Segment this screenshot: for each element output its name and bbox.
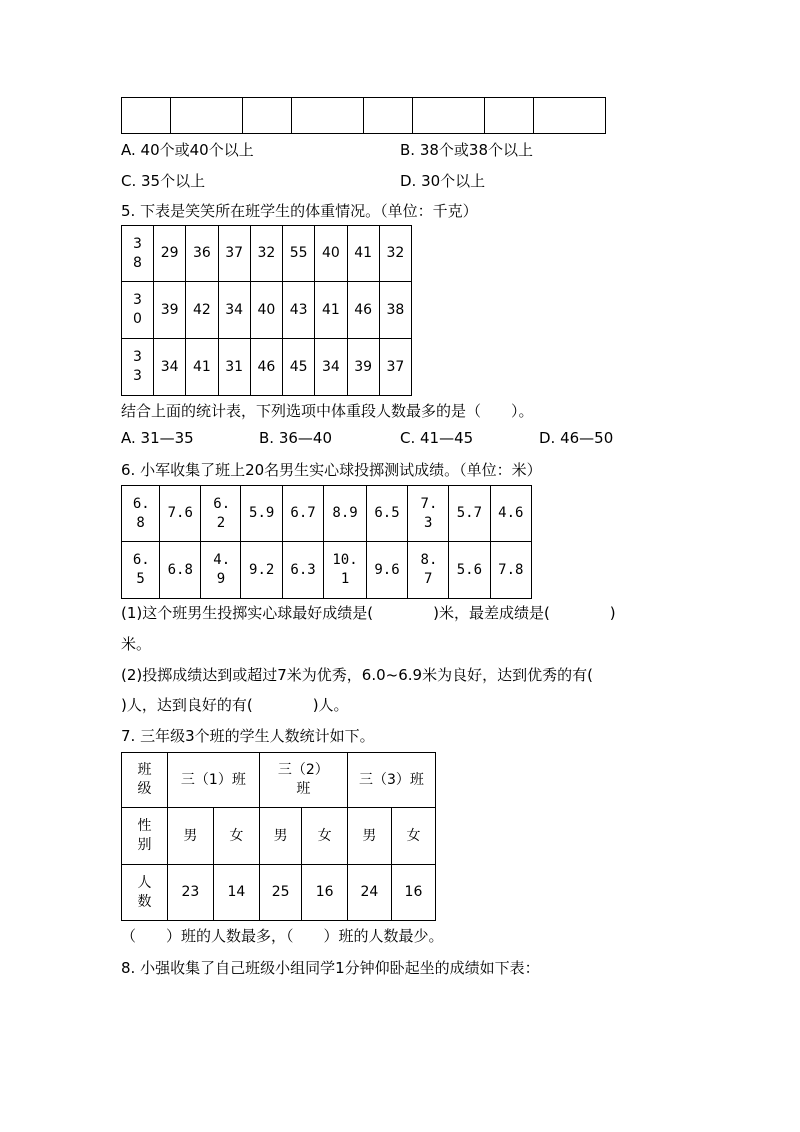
- table-row: [122, 282, 412, 339]
- table-cell: [242, 98, 291, 134]
- table-cell: 女: [391, 808, 435, 865]
- table-row: [122, 486, 532, 542]
- table-cell: 34: [315, 339, 347, 396]
- table-cell: 36: [186, 226, 218, 282]
- table-cell: 37: [218, 226, 250, 282]
- table-row: [122, 865, 436, 921]
- table-cell: 男: [167, 808, 213, 865]
- table-cell: 6.5: [122, 542, 160, 599]
- q4-table: [121, 97, 606, 134]
- table-cell: 42: [186, 282, 218, 339]
- q5-weight-table: [121, 225, 412, 396]
- table-cell: 29: [154, 226, 186, 282]
- table-cell: 16: [302, 865, 347, 921]
- q4-option-a[interactable]: A. 40个或40个以上: [121, 141, 254, 159]
- table-cell: 45: [283, 339, 315, 396]
- table-cell: 37: [379, 339, 411, 396]
- q5-option-a[interactable]: A. 31—35: [121, 429, 194, 447]
- table-row: [122, 808, 436, 865]
- q6-sub2-line2: )人，达到良好的有( )人。: [121, 696, 349, 714]
- table-cell: 23: [167, 865, 213, 921]
- table-cell: 34: [218, 282, 250, 339]
- table-cell: 7.8: [490, 542, 531, 599]
- table-cell: 8.7: [408, 542, 449, 599]
- table-cell: 16: [391, 865, 435, 921]
- table-header-cell: 三（3）班: [347, 753, 435, 808]
- table-row: [122, 226, 412, 282]
- q6-sub2-line1: (2)投掷成绩达到或超过7米为优秀，6.0~6.9米为良好，达到优秀的有(: [121, 666, 593, 684]
- table-cell: 46: [250, 339, 282, 396]
- q7-class-table: [121, 752, 436, 921]
- table-cell: 14: [213, 865, 259, 921]
- table-row: [122, 753, 436, 808]
- q4-option-b[interactable]: B. 38个或38个以上: [400, 141, 534, 159]
- table-cell: 5.6: [449, 542, 490, 599]
- q7-title: 7. 三年级3个班的学生人数统计如下。: [121, 727, 375, 745]
- table-cell: 41: [347, 226, 379, 282]
- table-header-cell: 班级: [122, 753, 168, 808]
- q7-question: （ ）班的人数最多，（ ）班的人数最少。: [121, 927, 444, 945]
- table-cell: 31: [218, 339, 250, 396]
- table-cell: 41: [315, 282, 347, 339]
- q4-option-c[interactable]: C. 35个以上: [121, 172, 206, 190]
- table-cell: [412, 98, 484, 134]
- q6-throw-table: [121, 485, 532, 599]
- q6-title: 6. 小军收集了班上20名男生实心球投掷测试成绩。（单位：米）: [121, 461, 542, 479]
- table-cell: [122, 98, 171, 134]
- table-cell: 人数: [122, 865, 168, 921]
- table-cell: [363, 98, 412, 134]
- table-cell: 6.7: [282, 486, 323, 542]
- table-cell: 55: [283, 226, 315, 282]
- table-cell: 39: [154, 282, 186, 339]
- table-cell: 38: [122, 226, 154, 282]
- table-cell: 34: [154, 339, 186, 396]
- q5-question: 结合上面的统计表，下列选项中体重段人数最多的是（ ）。: [121, 402, 534, 420]
- table-cell: 6.3: [282, 542, 323, 599]
- table-cell: 6.5: [366, 486, 407, 542]
- table-cell: 6.2: [201, 486, 241, 542]
- table-cell: 7.3: [408, 486, 449, 542]
- table-cell: 10.1: [324, 542, 367, 599]
- table-row: [122, 339, 412, 396]
- table-cell: 33: [122, 339, 154, 396]
- table-row: [122, 542, 532, 599]
- table-cell: 43: [283, 282, 315, 339]
- table-cell: 6.8: [160, 542, 201, 599]
- table-cell: 32: [379, 226, 411, 282]
- q5-option-d[interactable]: D. 46—50: [539, 429, 614, 447]
- table-cell: 性别: [122, 808, 168, 865]
- table-cell: 30: [122, 282, 154, 339]
- table-cell: 女: [302, 808, 347, 865]
- table-cell: 8.9: [324, 486, 367, 542]
- q6-sub1-line2: 米。: [121, 635, 152, 653]
- table-cell: 4.9: [201, 542, 241, 599]
- table-cell: 39: [347, 339, 379, 396]
- table-cell: [484, 98, 533, 134]
- table-cell: 4.6: [490, 486, 531, 542]
- q5-title: 5. 下表是笑笑所在班学生的体重情况。（单位：千克）: [121, 202, 478, 220]
- table-cell: 46: [347, 282, 379, 339]
- table-row: [122, 98, 606, 134]
- table-cell: [533, 98, 605, 134]
- table-cell: 40: [250, 282, 282, 339]
- table-cell: [170, 98, 242, 134]
- table-cell: 女: [213, 808, 259, 865]
- table-cell: 40: [315, 226, 347, 282]
- table-header-cell: 三（1）班: [167, 753, 259, 808]
- q8-title: 8. 小强收集了自己班级小组同学1分钟仰卧起坐的成绩如下表：: [121, 959, 540, 977]
- table-cell: 9.6: [366, 542, 407, 599]
- table-cell: 41: [186, 339, 218, 396]
- q5-option-c[interactable]: C. 41—45: [400, 429, 474, 447]
- q4-option-d[interactable]: D. 30个以上: [400, 172, 486, 190]
- table-cell: 32: [250, 226, 282, 282]
- table-cell: 24: [347, 865, 391, 921]
- q6-sub1-line1: (1)这个班男生投掷实心球最好成绩是( )米，最差成绩是( ): [121, 604, 616, 622]
- table-cell: 38: [379, 282, 411, 339]
- table-cell: [291, 98, 363, 134]
- table-cell: 男: [347, 808, 391, 865]
- table-cell: 6.8: [122, 486, 160, 542]
- table-cell: 5.9: [241, 486, 282, 542]
- table-header-cell: 三（2）班: [259, 753, 347, 808]
- table-cell: 9.2: [241, 542, 282, 599]
- table-cell: 25: [259, 865, 302, 921]
- table-cell: 5.7: [449, 486, 490, 542]
- q5-option-b[interactable]: B. 36—40: [259, 429, 333, 447]
- table-cell: 7.6: [160, 486, 201, 542]
- table-cell: 男: [259, 808, 302, 865]
